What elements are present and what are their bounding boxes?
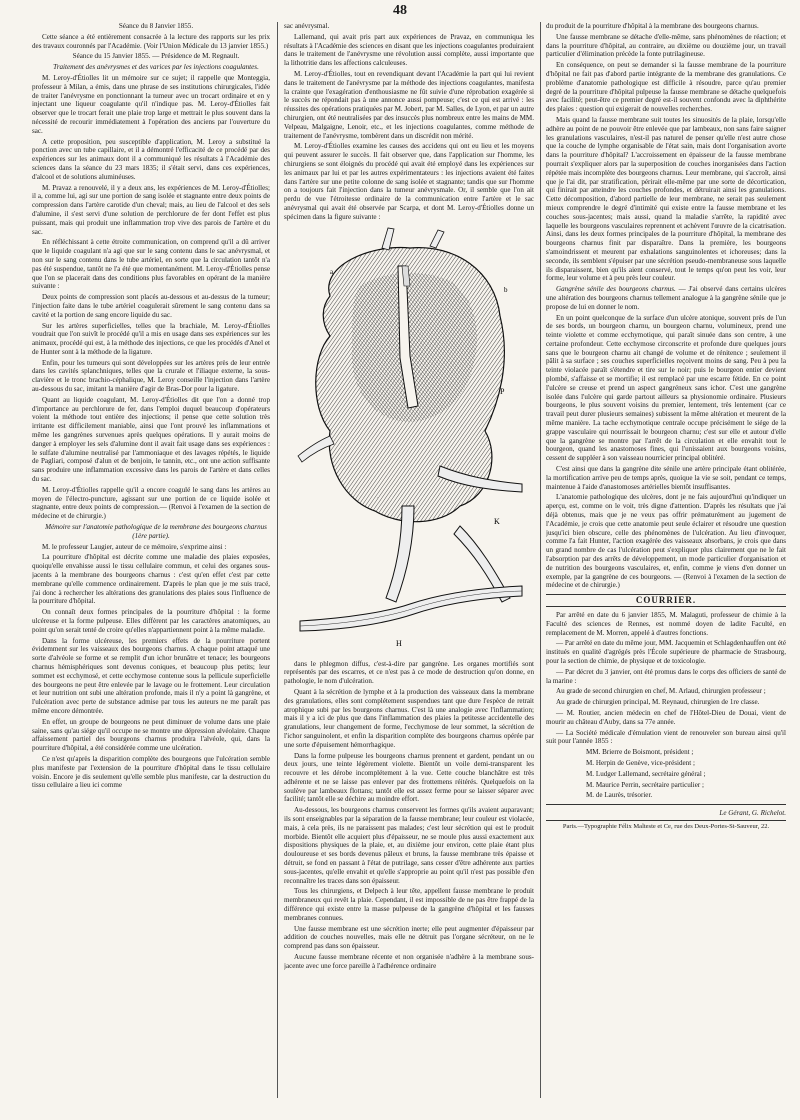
list-item: M. Ludger Lallemand, secrétaire général ; <box>586 769 706 778</box>
artery-lower <box>300 586 522 631</box>
paragraph: Mais quand la fausse membrane suit toutes les sinuosités de la plaie, lorsqu'elle adhère au point de ne pouvoir être enlevée que par lambeaux, non sans faire saigner les granulations vasculaires, n'est-il pas naturel de penser qu'elle n'est autre chose que la couche de lymphe organisable de l'état sain, mais dont l'organisation avorte dans la pourriture d'hôpital? L'accroissement en épaisseur de la fausse membrane pourrait s'expliquer alors par la superposition de couches inorganisées dans l'action répétée mais incomplète des bourgeons charnus. Leur membrane, qui s'accroît, ainsi que je l'ai dit, par stratification, périrait elle-même par une sorte de décortication, qui finirait par atteindre les couches profondes, et détruirait ainsi les granulations. Cette décomposition, d'abord partielle de leur membrane, ne serait pas seulement mieux comprendre le degré d'intimité qui existe entre la fausse membrane et les couches sous-jacentes; mais aussi, quand la maladie s'arrête, la rapidité avec laquelle les bourgeons vasculaires reprennent et achèvent l'œuvre de la cicatrisation. Ainsi, dans les deux formes principales de la pourriture d'hôpital, la membrane des bourgeons charnus finit par disparaître. Dans la première, les bourgeons s'amoindrissent et meurent par exhalations sanguinolentes et ichoreuses; dans la seconde, ils semblent s'épuiser par une sécrétion pseudo-membraneuse sous laquelle ils disparaissent, bien qu'ils aient conservé, tout le temps qu'on peut les voir, leur forme, leur volume et à peu près leur couleur. <box>546 115 786 283</box>
paragraph: Quant à la sécrétion de lymphe et à la production des vaisseaux dans la membrane des granulations, elles sont complétement suspendues tant que dure l'espèce de retrait atrophique subi par les bourgeons charnus. C'est là une analogie avec l'inflammation; mais il y a ici de plus que dans l'inflammation des plaies la petitesse accidentelle des granulations, leur changement de forme, l'ecchymose de leur sommet, la sécrétion de l'ichor sanguinolent, et enfin la disparition complète des bourgeons charnus opérée par une sorte d'épuisement hémorrhagique. <box>284 687 534 749</box>
article-title: Mémoire sur l'anatomie pathologique de la membrane des bourgeons charnus (1ère partie). <box>45 523 267 540</box>
aneurysm-illustration <box>290 226 528 656</box>
paragraph: Une fausse membrane est une sécrétion inerte; elle peut augmenter d'épaisseur par addition de couches nouvelles, mais elle ne détruit pas l'organe sécréteur, on ne le comprend pas dans son épaisseur. <box>284 924 534 951</box>
paragraph: M. Pravaz a renouvelé, il y a deux ans, les expériences de M. Leroy-d'Étiolles; il a, comme lui, agi sur une portion de sang isolée et stagnante entre deux points de compression dans l'artère carotide d'un cheval; mais, au lieu de l'alcool et des sels d'alumine, il s'est servi d'une solution de perchlorure de fer dont l'effet est plus puissant, mais qui produit une inflammation trop vive des parois de l'artère et du sac. <box>32 183 270 236</box>
paragraph: Lallemand, qui avait pris part aux expériences de Pravaz, en communiqua les résultats à l'Académie des sciences en disant que les injections coagulantes produiraient dans le traitement de l'anévrysme une révolution aussi complète, aussi importante que la lithotritie dans les affections calculeuses. <box>284 32 534 68</box>
paragraph: M. le professeur Laugier, auteur de ce mémoire, s'exprime ainsi : <box>42 542 227 551</box>
paragraph: C'est ainsi que dans la gangrène dite sénile une artère principale étant oblitérée, la mortification arrive peu de temps après, quoique la vie se soit, pendant ce temps, maintenue à l'aide d'anastomoses artérielles bientôt insuffisantes. <box>546 465 786 491</box>
figure-label-b: b <box>504 285 508 294</box>
column-middle <box>284 22 534 1102</box>
divider <box>546 804 786 805</box>
paragraph: Quant au liquide coagulant, M. Leroy-d'Étiolles dit que l'on a donné trop d'importance au perchlorure de fer, dans l'emploi duquel beaucoup d'opérateurs voient la méthode tout entière des injections; il pense que cette solution très irritante est difficilement maniable, ainsi que l'ont prouvé les inflammations et même les gangrènes survenues après quelques opérations. Il y aurait moins de danger à employer les sels d'alumine dont il avait fait usage dans ses expériences : le sulfate d'alumine neutralisé par l'ammoniaque et des lavages répétés, le liquide de Pagliari, composé d'alun et de benjoin, le tannin, etc., ont une action suffisante sans produire une inflammation excessive dans les parois de l'artère et dans celles du sac. <box>32 395 270 484</box>
column-rule <box>277 22 278 1098</box>
paragraph: sac anévrysmal. <box>284 22 330 30</box>
paragraph: du produit de la pourriture d'hôpital à la membrane des bourgeons charnus. <box>546 22 759 30</box>
article-title: Traitement des anévrysmes et des varices par les injections coagulantes. <box>53 63 259 72</box>
paragraph: Aucune fausse membrane récente et non organisée n'adhère à la membrane sous-jacente avec une force pareille à l'adhérence ordinaire <box>284 953 534 970</box>
news-item: Par arrêté en date du 6 janvier 1855, M. Malaguti, professeur de chimie à la Faculté des sciences de Rennes, est nommé doyen de ladite Faculté, en remplacement de M. Morren, appelé à d'autres fonctions. <box>546 611 786 637</box>
page-number: 48 <box>393 3 407 18</box>
officers-list <box>546 748 786 800</box>
courrier-heading: COURRIER. <box>546 594 786 607</box>
paragraph: Au-dessous, les bourgeons charnus conservent les formes qu'ils avaient auparavant; ils sont enseignables par la séparation de la fausse membrane; leur couleur est violacée, mais, à cela près, ils ne paraissent pas malades; c'est leur sécrétion qui est le produit morbide. Bientôt elle acquiert plus d'épaisseur, ne se moule plus aussi exactement aux dispositions physiques de la plaie, et, au dixième jour environ, cette plaie étant plus douloureuse et ses bords devenus pâleux et bruns, la fausse membrane très épaisse et détruit, se fond en passant à l'état de putrilage, sans cesser d'être adhérente aux parties sous-jacentes, qu'elle envahit et qu'elle s'approprie au point qu'il n'est pas possible d'en reconnaître les traces dans son épaisseur. <box>284 806 534 885</box>
session-header: Séance du 8 Janvier 1855. <box>118 22 194 30</box>
paragraph: Deux points de compression sont placés au-dessous et au-dessus de la tumeur; l'injection faite dans le tube artériel coagulerait sûrement le sang contenu dans sa cavité et la portion de sang encore liquide du sac. <box>32 293 270 319</box>
news-item: Au grade de chirurgien principal, M. Reynaud, chirurgien de 1re classe. <box>556 698 760 707</box>
news-item: — Par arrêté en date du même jour, MM. Jacquemin et Schlagdenhauffen ont été institués en qualité d'agrégés près l'École supérieure de pharmacie de Strasbourg, pour la section de chimie, de physique et de toxicologie. <box>546 639 786 665</box>
paragraph: Ce n'est qu'après la disparition complète des bourgeons que l'ulcération semble plus manifeste par l'extension de la pourriture d'hôpital dans le tissu cellulaire voisin. Encore je dis seulement qu'elle semble plus manifeste, car la destruction du tissu cellulaire a lieu ici comme <box>32 754 270 790</box>
paragraph: Une fausse membrane se détache d'elle-même, sans phénomènes de réaction; et dans la pourriture d'hôpital, au contraire, au dixième ou douzième jour, un travail particulier d'élimination précède la fonte putrilagineuse. <box>546 32 786 59</box>
paragraph: En effet, un groupe de bourgeons ne peut diminuer de volume dans une plaie saine, sans qu'au siége qu'il occupe ne se montre une dépression alvéolaire. Chaque affaissement partiel des bourgeons charnus produira l'alvéole, qui, dans la pourriture d'hôpital, a été considérée comme une ulcération. <box>32 717 270 753</box>
list-item: M. Herpin de Genève, vice-président ; <box>586 758 695 767</box>
session-header: Séance du 15 Janvier 1855. — Présidence de M. Regnault. <box>72 52 240 61</box>
paragraph: Cette séance a été entièrement consacrée à la lecture des rapports sur les prix des travaux couronnés par l'Académie. (Voir l'Union Médicale du 13 janvier 1855.) <box>32 32 270 50</box>
paragraph: La pourriture d'hôpital est décrite comme une maladie des plaies exposées, quoiqu'elle envahisse aussi le tissu cellulaire commun, et celui des organes sous-jacents à la membrane des bourgeons charnus : c'est qu'en effet c'est par cette membrane qu'elle commence ordinairement. D'après le plan que je me suis tracé, j'ai donc à rechercher les altérations des granulations des plaies sous l'influence de la pourriture d'hôpital. <box>32 553 270 606</box>
news-item: — La Société médicale d'émulation vient de renouveler son bureau ainsi qu'il suit pour l'année 1855 : <box>546 728 786 746</box>
paragraph: En réfléchissant à cette étroite communication, on comprend qu'il a dû arriver que le liquide coagulant n'a agi que sur le sang contenu dans le sac anévrysmal, et non sur le sang contenu dans le tube artériel, en sorte que la circulation tantôt n'a pas été suspendue, tantôt ne l'a été que momentanément. M. Leroy-d'Étiolles pense que l'on se placerait dans des conditions plus favorables en opérant de la manière suivante : <box>32 238 270 291</box>
list-item: MM. Brierre de Boismont, président ; <box>586 748 694 757</box>
aneurysm-engraving <box>290 226 528 656</box>
paragraph: En conséquence, on peut se demander si la fausse membrane de la pourriture d'hôpital ne fait pas d'abord partie intégrante de la membrane des granulations. Ce problème d'anatomie pathologique est difficile à résoudre, parce qu'au premier degré de la pourriture d'hôpital pulpeuse la fausse membrane se détache quelquefois avec facilité; peut-être ce premier degré est-il souvent confondu avec la diphthérite des plaies : question qui exigerait de nouvelles recherches. <box>546 61 786 114</box>
paragraph: En un point quelconque de la surface d'un ulcère atonique, souvent près de l'un de ses bords, un bourgeon charnu, un bourgeon charnu, volumineux, prend une teinte violette et comme ecchymotique, qui paraît sinuée dans son centre, à une certaine profondeur. Cette ecchymose circonscrite et profonde dure quelques jours sans que le bourgeon charnu ait changé de volume et de rénitence ; seulement il pâlit à sa surface ; ses couches superficielles reçoivent moins de sang. Peu à peu la teinte violacée paraît s'étendre et tire sur le noir; puis le bourgeon entier devient plombé, s'affaisse et se mortifie; il est remplacé par une escarre fétide. En ce point l'ulcère se creuse et prend un aspect gangréneux sans ichor. C'est une gangrène isolée dans l'ulcère qui garde partout ailleurs sa physionomie ordinaire. Plusieurs bourgeons, le plus souvent voisins du premier, lentement, très lentement (car ce travail peut durer plusieurs semaines) subissent la même altération et meurent de la même manière. La tache ecchymotique centrale occupe précisément le siége de la grappe vasculaire qui nourrissait le bourgeon charnu; c'est sur elle et autour d'elle que la gangrène se montre par l'arrêt de la circulation et elle envahit tout le bourgeon, quand les anastomoses fines, qui l'unissaient aux bourgeons voisins, cessent de suppléer à son vaisseau nourricier principal oblitéré. <box>546 313 786 463</box>
paragraph: A cette proposition, peu susceptible d'application, M. Leroy a substitué la ponction avec un tube capillaire, et il a démontré l'efficacité de ce procédé par des expériences sur les animaux dont il a communiqué les résultats à l'Académie des sciences dans la séance du 23 mars 1835; il s'était servi, dans ces expériences, d'alcool et de solutions aluminéuses. <box>32 137 270 181</box>
paragraph: M. Leroy-d'Étiolles examine les causes des accidens qui ont eu lieu et les moyens qui peuvent assurer le succès. Il fait observer que, dans l'application sur l'homme, les chirurgiens se sont éloignés du procédé qui avait été employé dans les expériences sur les animaux par lui et par les autres expérimentateurs : les injections avaient été faites dans l'artère sur une petite colonne de sang isolée et stagnante; tandis que sur l'homme on a toujours fait l'injection dans la tumeur anévrysmale. Or, il semble que l'on ait perdu de vue l'étroitesse ordinaire de la communication entre l'artère et le sac anévrysmal qui avait été observée par Scarpa, et dont M. Leroy-d'Étiolles donne un spécimen dans la figure suivante : <box>284 142 534 221</box>
paragraph: Dans la forme ulcéreuse, les premiers effets de la pourriture portent évidemment sur les vaisseaux des bourgeons charnus. A chaque point attaqué une sorte d'alvéole se forme et se remplit d'un ichor brunâtre et tenace; les bourgeons charnus hémisphériques sont devenus coniques, et beaucoup plus petits; leur sommet est ecchymosé, et cette ecchymose contenue sous la pellicule superficielle des bourgeons ne peut être enlevée par le lavage ou le frottement. Leur circulation et leur nutrition ont subi une altération profonde, mais il n'y a point là gangrène, et l'ulcération avec perte de substance admise par tous les auteurs ne me paraît pas même encore démontrée. <box>32 636 270 715</box>
printer-imprint: Paris.—Typographie Félix Malteste et Ce, rue des Deux-Portes-St-Sauveur, 22. <box>546 820 786 832</box>
paragraph: On connaît deux formes principales de la pourriture d'hôpital : la forme ulcéreuse et la forme pulpeuse. Elles diffèrent par les caractères anatomiques, au point qu'on serait tenté de croire qu'elles n'appartiennent point à la même maladie. <box>32 608 270 634</box>
paragraph: Dans la forme pulpeuse les bourgeons charnus prennent et gardent, pendant un ou deux jours, une teinte légèrement violette. Bientôt un voile demi-transparent les recouvre et les dérobe incomplétement à la vue. Cette couche blanchâtre est très adhérente et ne se laisse pas enlever par des frottemens réitérés. Quelquefois on la soulève par lambeaux flottans; tantôt elle est assez ferme pour se laisser séparer avec facilité; tantôt elle se déchire au moindre effort. <box>284 751 534 804</box>
figure-label-H: H <box>396 638 402 648</box>
paragraph: Enfin, pour les tumeurs qui sont développées sur les artères près de leur entrée dans les cavités splanchniques, telles que la crurale et l'iliaque externe, la sous-clavière et le tronc brachio-céphalique, M. Leroy conseille l'injection dans l'artère au-dessous du sac, imitant la manière d'agir de Bras-Dor pour la ligature. <box>32 358 270 394</box>
column-right <box>546 22 786 1102</box>
paragraph: M. Leroy-d'Étiolles lit un mémoire sur ce sujet; il rappelle que Monteggia, professeur à Milan, a émis, dans une phrase de ses institutions chirurgicales, l'idée de traiter l'anévrysme en ponctionnant la tumeur avec un trocart ordinaire et en y injectant une liqueur coagulante qu'il n'indique pas. M. Leroy-d'Étiolles fait observer que le trocart ferait une plaie trop large et mettrait le plus souvent dans la nécessité de recourir immédiatement à l'opération des anciens par l'ouverture du sac. <box>32 73 270 135</box>
gerant-signature: Le Gérant, G. Richelot. <box>719 809 786 818</box>
news-item: — Par décret du 3 janvier, ont été promus dans le corps des officiers de santé de la marine : <box>546 667 786 685</box>
figure-label-a: a <box>330 267 334 276</box>
list-item: M. Maurice Perrin, secrétaire particulier ; <box>586 780 704 789</box>
figure-label-P: P <box>500 386 505 396</box>
figure-label-K: K <box>494 516 500 526</box>
paragraph: Tous les chirurgiens, et Delpech à leur tête, appellent fausse membrane le produit membraneux qui revêt la plaie. Cependant, il est impossible de ne pas être frappé de la différence qui existe entre la masse pulpeuse de la gangrène d'hôpital et les fausses membranes connues. <box>284 887 534 922</box>
column-left <box>32 22 270 1102</box>
paragraph: M. Leroy-d'Étiolles, tout en revendiquant devant l'Académie la part qui lui revient dans le traitement de l'anévrysme par la méthode des injections coagulantes, manifesta la crainte que l'exagération d'enthousiasme ne fût suivie d'une réprobation exagérée si le succès ne répondait pas à une annonce aussi pompeuse; c'est ce qui est arrivé : les réussites des opérations pratiquées par M. Jobert, par M. Salles, de Lyon, et par un autre chirurgien, ont été neutralisées par des insuccès plus nombreux entre les mains de MM. Velpeau, Malgaigne, Lenoir, etc., et les injections coagulantes, comme méthode de traitement de l'anévrysme, tombèrent dans un discrédit non mérité. <box>284 69 534 140</box>
news-item: — M. Routier, ancien médecin en chef de l'Hôtel-Dieu de Douai, vient de mourir au château d'Auby, dans sa 77e année. <box>546 708 786 726</box>
news-item: Au grade de second chirurgien en chef, M. Arlaud, chirurgien professeur ; <box>556 687 766 696</box>
list-item: M. de Laurès, trésorier. <box>586 791 653 800</box>
column-rule <box>540 22 541 1098</box>
paragraph: Sur les artères superficielles, telles que la brachiale, M. Leroy-d'Étiolles voudrait que l'on suivît le procédé qu'il a mis en usage dans ses expériences sur les animaux, procédé qui est, à la méthode des injections, ce que les procédés d'Anel et de Hunter sont à la méthode de la ligature. <box>32 321 270 356</box>
section-title: Gangrène sénile des bourgeons charnus. <box>556 285 676 294</box>
paragraph: L'anatomie pathologique des ulcères, dont je ne fais aujourd'hui qu'indiquer un aperçu, est, comme on le voit, très digne d'attention. D'après les résultats que j'ai déjà obtenus, mais que je ne veux pas offrir prématurément au jugement de l'Académie, je crois que cette anatomie peut seule éclairer et résoudre une question jusqu'ici bien obscure, celle des phénomènes de l'ulcération. Au lieu d'invoquer, comme l'a fait Hunter, l'action exagérée des vaisseaux absorbans, je crois que dans un grand nombre de cas l'ulcération peut s'expliquer plus clairement que ne le fait l'absorption par des arrêts de développement, un mode particulier d'organisation et de nutrition des bourgeons vasculaires, et, enfin, comme je viens d'en donner un exemple, par la gangrène de ces bourgeons. — (Renvoi à l'examen de la section de médecine et de chirurgie.) <box>546 493 786 590</box>
paragraph: M. Leroy-d'Étiolles rappelle qu'il a encore coagulé le sang dans les artères au moyen de l'électro-puncture, agissant sur une portion de ce liquide isolée et stagnante, entre deux points de compression.— (Renvoi à l'examen de la section de médecine et de chirurgie.) <box>32 485 270 521</box>
paragraph: dans le phlegmon diffus, c'est-à-dire par gangrène. Les organes mortifiés sont représentés par des escarres, et ce n'est pas à ce mode de destruction qu'on donne, en pathologie, le nom d'ulcération. <box>284 659 534 686</box>
paragraph: — J'ai observé dans certains ulcères une altération des bourgeons charnus tellement analogue à la gangrène sénile que je propose de lui en donner le nom. <box>546 285 786 311</box>
